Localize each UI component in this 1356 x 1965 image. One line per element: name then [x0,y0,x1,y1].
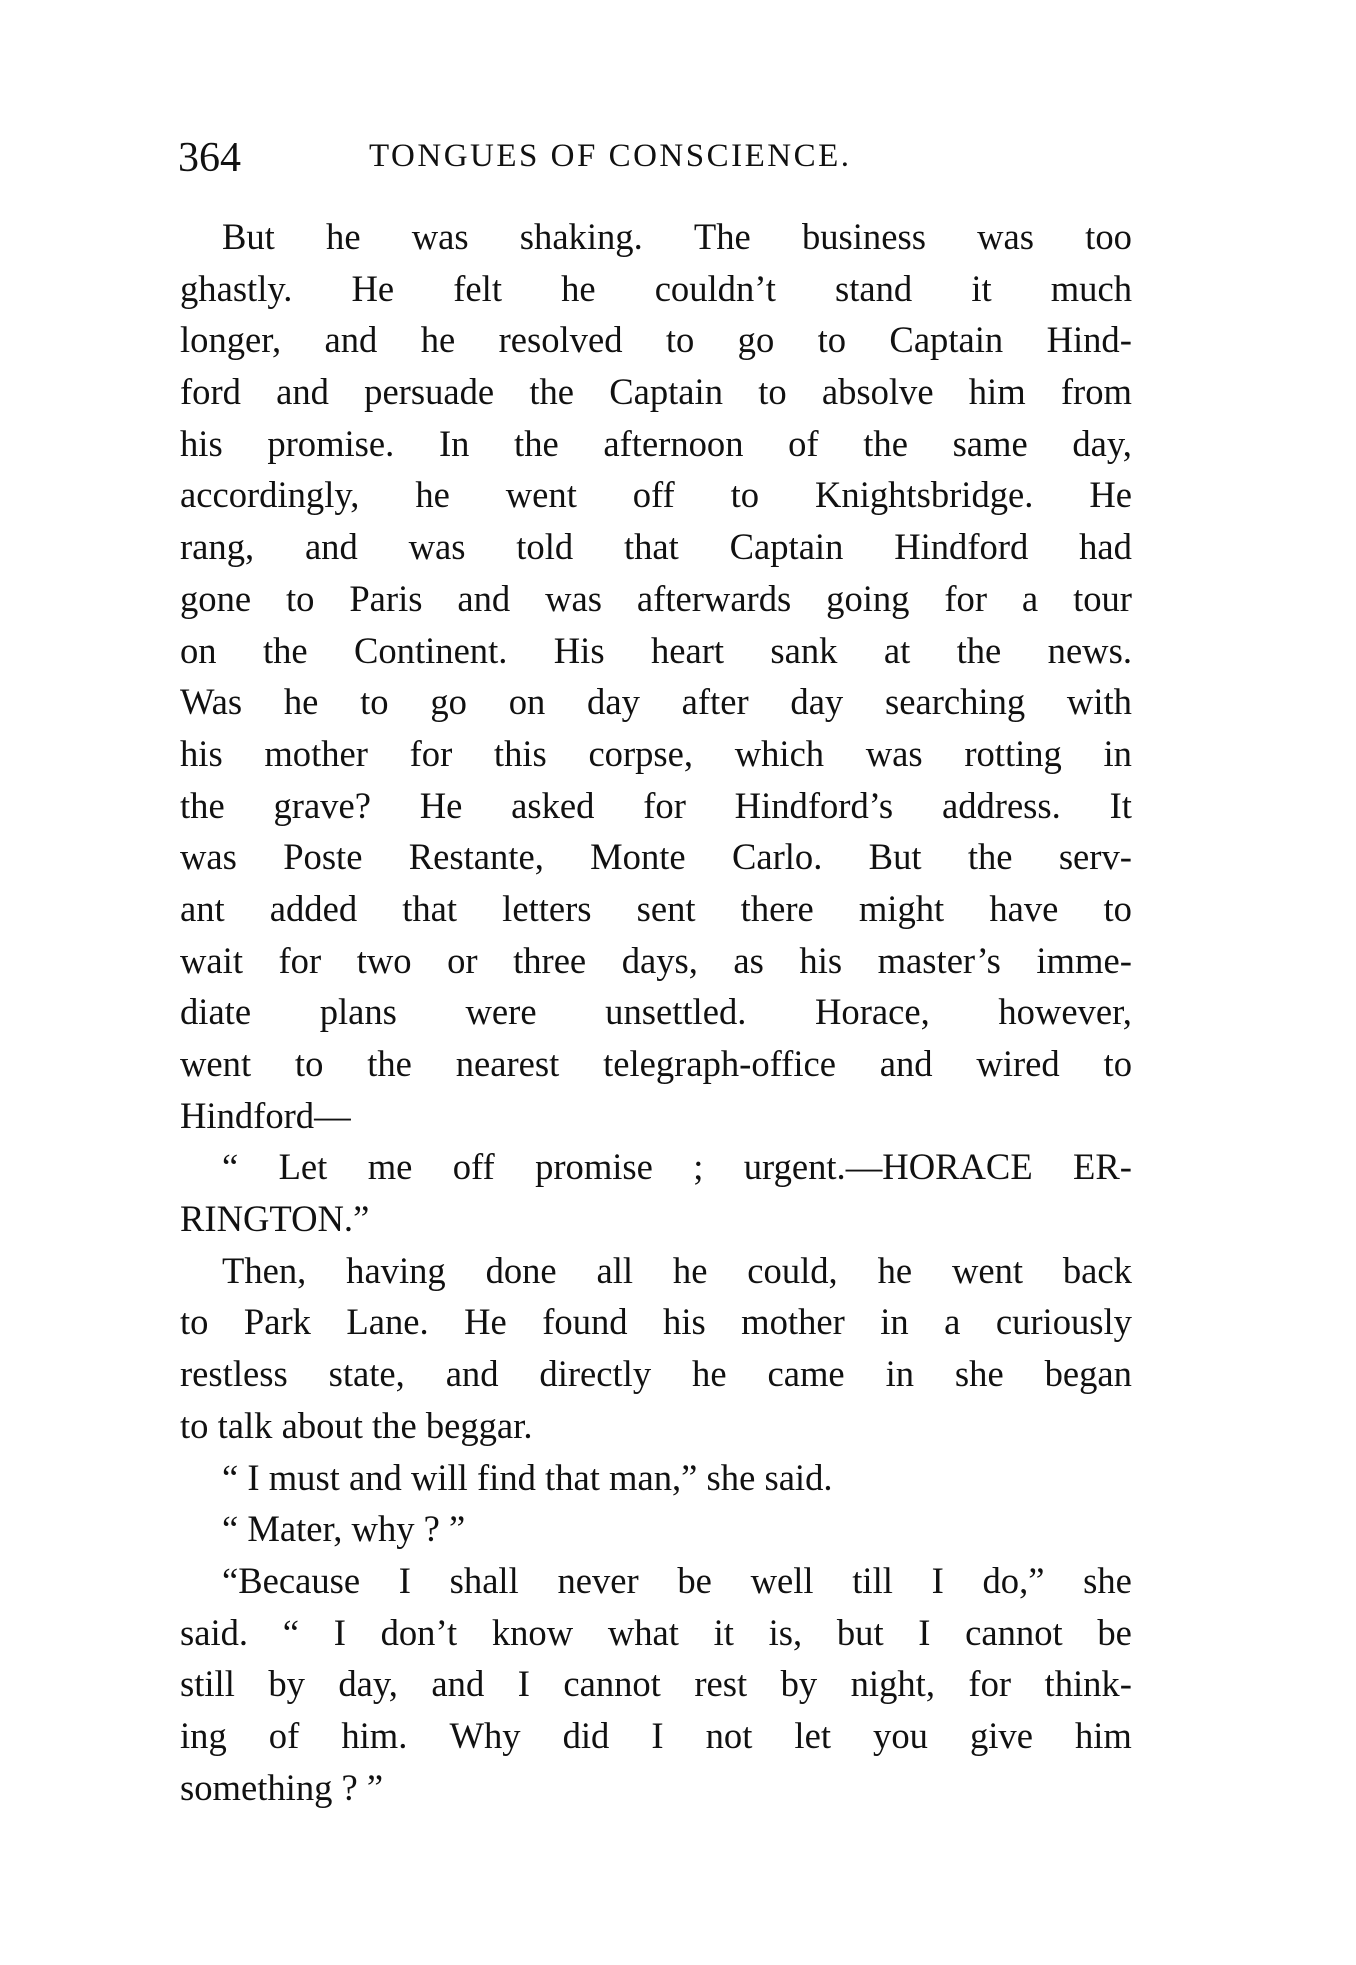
text-line: on the Continent. His heart sank at the news. [180,629,1132,671]
text-line: But he was shaking. The business was too [222,216,1132,257]
dialogue-line: said. “ I don’t know what it is, but I cannot be [180,1611,1132,1653]
dialogue-line: still by day, and I cannot rest by night, for think- [180,1663,1132,1705]
text-line: diate plans were unsettled. Horace, however, [180,991,1132,1033]
text-line: Then, having done all he could, he went back [222,1249,1132,1291]
text-line: ford and persuade the Captain to absolve him from [180,371,1132,413]
page-header [178,128,1138,188]
dialogue-line: “ I must and will find that man,” she said. [222,1456,833,1498]
body-text [180,211,1132,1813]
text-line: wait for two or three days, as his master’s imme- [180,939,1132,981]
page-number: 364 [178,135,241,181]
text-line: Was he to go on day after day searching with [180,681,1132,723]
text-line: went to the nearest telegraph-office and wired to [180,1043,1132,1084]
text-line: his promise. In the afternoon of the same day, [180,422,1132,464]
text-line: gone to Paris and was afterwards going for a tour [180,577,1132,619]
text-line: to Park Lane. He found his mother in a curiously [180,1301,1132,1343]
text-line: accordingly, he went off to Knightsbridge. He [180,474,1132,516]
text-line: Hindford— [180,1094,351,1136]
dialogue-line: something ? ” [180,1766,384,1808]
telegram-line: “ Let me off promise ; urgent.—HORACE ER- [222,1146,1132,1188]
text-line: rang, and was told that Captain Hindford had [180,526,1132,568]
text-line: longer, and he resolved to go to Captain Hind- [180,319,1132,361]
running-title: TONGUES OF CONSCIENCE. [369,138,852,174]
text-line: restless state, and directly he came in she began [180,1353,1132,1395]
text-line: the grave? He asked for Hindford’s address. It [180,784,1132,826]
text-line: ghastly. He felt he couldn’t stand it much [180,267,1132,309]
telegram-line: RINGTON.” [180,1198,370,1240]
dialogue-line: “Because I shall never be well till I do,” she [222,1559,1132,1601]
text-line: was Poste Restante, Monte Carlo. But the serv- [180,836,1132,878]
text-line: to talk about the beggar. [180,1404,533,1446]
text-line: ant added that letters sent there might have to [180,887,1132,929]
dialogue-line: “ Mater, why ? ” [222,1508,466,1550]
text-line: his mother for this corpse, which was rotting in [180,732,1132,774]
dialogue-line: ing of him. Why did I not let you give him [180,1714,1132,1756]
